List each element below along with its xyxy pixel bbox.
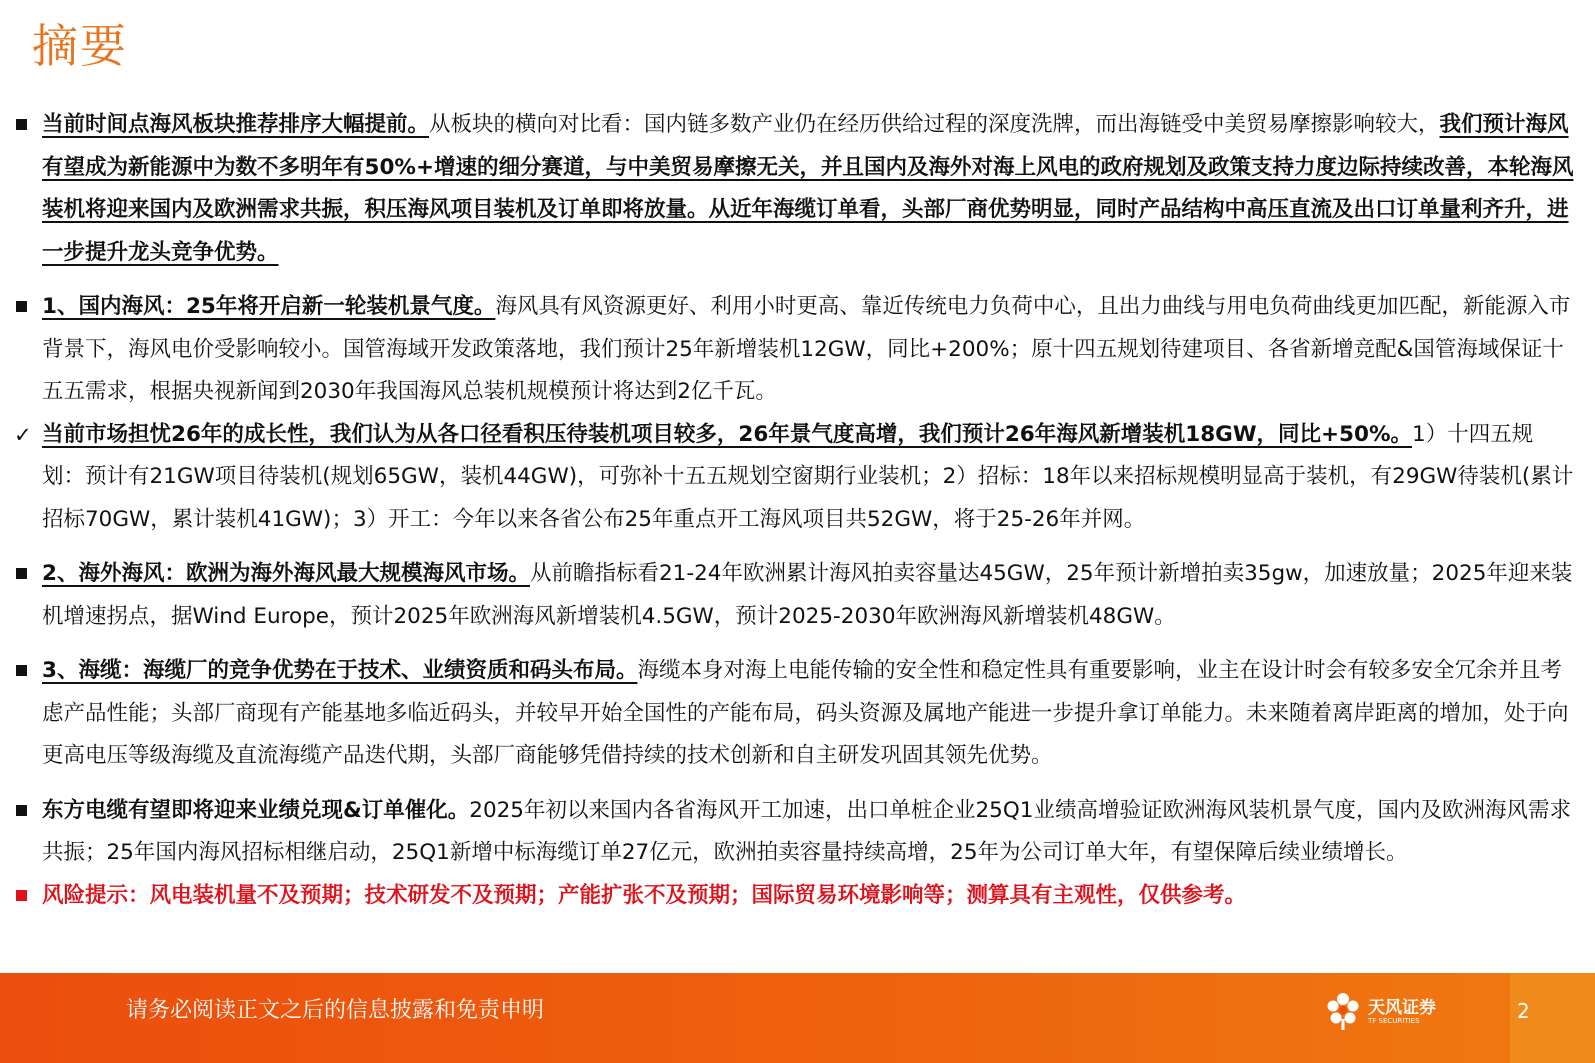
logo-name-en: TF SECURITIES xyxy=(1368,1017,1420,1025)
square-bullet-icon xyxy=(16,890,27,901)
item-lead: 东方电缆有望即将迎来业绩兑现&订单催化。 xyxy=(42,797,470,823)
item-text: 从板块的横向对比看：国内链多数产业仍在经历供给过程的深度洗牌，而出海链受中美贸易摩擦影响较大， xyxy=(429,112,1440,137)
square-bullet-icon xyxy=(16,805,27,816)
checkmark-icon: ✓ xyxy=(14,422,32,447)
square-bullet-icon xyxy=(16,301,27,312)
item-text: 海缆本身对海上电能传输的安全性和稳定性具有重要影响，业主在设计时会有较多安全冗余并且考虑产品性能；头部厂商现有产能基地多临近码头，并较早开始全国性的产能布局，码头资源及属地产能进一步提升拿订单能力。未来随着离岸距离的增加，处于向更高电压等级海缆及直流海缆产品迭代期，头部厂商能够凭借持续的技术创新和自主研发巩固其领先优势。 xyxy=(42,658,1569,768)
risk-text: 风险提示：风电装机量不及预期；技术研发不及预期；产能扩张不及预期；国际贸易环境影响等；测算具有主观性，仅供参考。 xyxy=(42,882,1247,908)
item-lead: 1、国内海风：25年将开启新一轮装机景气度。 xyxy=(42,294,496,319)
item-lead: 当前市场担忧26年的成长性，我们认为从各口径看积压待装机项目较多，26年景气度高增，我们预计26年海风新增装机18GW，同比+50%。 xyxy=(42,421,1413,447)
item-bold-text: 我们预计海风有望成为新能源中为数不多明年有50%+增速的细分赛道，与中美贸易摩擦无关，并且国内及海外对海上风电的政府规划及政策支持力度边际持续改善，本轮海风装机将迎来国内及欧洲需求共振，积压海风项目装机及订单即将放量。从近年海缆订单看，头部厂商优势明显，同时产品结构中高压直流及出口订单量利齐升，进一步提升龙头竞争优势。 xyxy=(42,112,1574,265)
bullet-item-domestic-offshore xyxy=(14,286,1574,414)
item-text: 1）十四五规划：预计有21GW项目待装机(规划65GW，装机44GW)，可弥补十五五规划空窗期行业装机；2）招标：18年以来招标规模明显高于装机，有29GW待装机(累计招标70GW，累计装机41GW)；3）开工：今年以来各省公布25年重点开工海风项目共52GW，将于25-26年并网。 xyxy=(42,421,1574,532)
bullet-item-orient-cable xyxy=(14,790,1574,875)
page-number: 2 xyxy=(1517,999,1530,1023)
item-lead: 3、海缆：海缆厂的竞争优势在于技术、业绩资质和码头布局。 xyxy=(42,658,638,683)
bullet-item-submarine-cable xyxy=(14,650,1574,778)
flower-logo-icon xyxy=(1322,989,1364,1031)
company-logo xyxy=(1322,989,1452,1039)
check-item-growth-concern xyxy=(14,414,1574,542)
bullet-item-sector-ranking xyxy=(14,104,1574,274)
item-lead: 当前时间点海风板块推荐排序大幅提前。 xyxy=(42,112,430,137)
logo-name-cn: 天风证券 xyxy=(1368,998,1436,1018)
item-text: 2025年初以来国内各省海风开工加速，出口单桩企业25Q1业绩高增验证欧洲海风装机景气度，国内及欧洲海风需求共振；25年国内海风招标相继启动，25Q1新增中标海缆订单27亿元，欧洲拍卖容量持续高增，25年为公司订单大年，有望保障后续业绩增长。 xyxy=(42,797,1571,865)
page-title: 摘要 xyxy=(32,19,128,73)
item-lead: 2、海外海风：欧洲为海外海风最大规模海风市场。 xyxy=(42,561,530,586)
summary-content xyxy=(14,104,1574,917)
risk-warning xyxy=(14,875,1574,918)
item-text: 海风具有风资源更好、利用小时更高、靠近传统电力负荷中心，且出力曲线与用电负荷曲线更加匹配，新能源入市背景下，海风电价受影响较小。国管海域开发政策落地，我们预计25年新增装机12GW，同比+200%；原十四五规划待建项目、各省新增竞配&国管海域保证十五五需求，根据央视新闻到2030年我国海风总装机规模预计将达到2亿千瓦。 xyxy=(42,294,1571,404)
footer-bar xyxy=(0,973,1595,1063)
square-bullet-icon xyxy=(16,665,27,676)
square-bullet-icon xyxy=(16,568,27,579)
square-bullet-icon xyxy=(16,119,27,130)
bullet-item-overseas-offshore xyxy=(14,553,1574,638)
item-text: 从前瞻指标看21-24年欧洲累计海风拍卖容量达45GW，25年预计新增拍卖35gw，加速放量；2025年迎来装机增速拐点，据Wind Europe，预计2025年欧洲海风新增装机4.5GW，预计2025-2030年欧洲海风新增装机48GW。 xyxy=(42,561,1573,629)
disclaimer-text: 请务必阅读正文之后的信息披露和免责申明 xyxy=(126,998,545,1023)
